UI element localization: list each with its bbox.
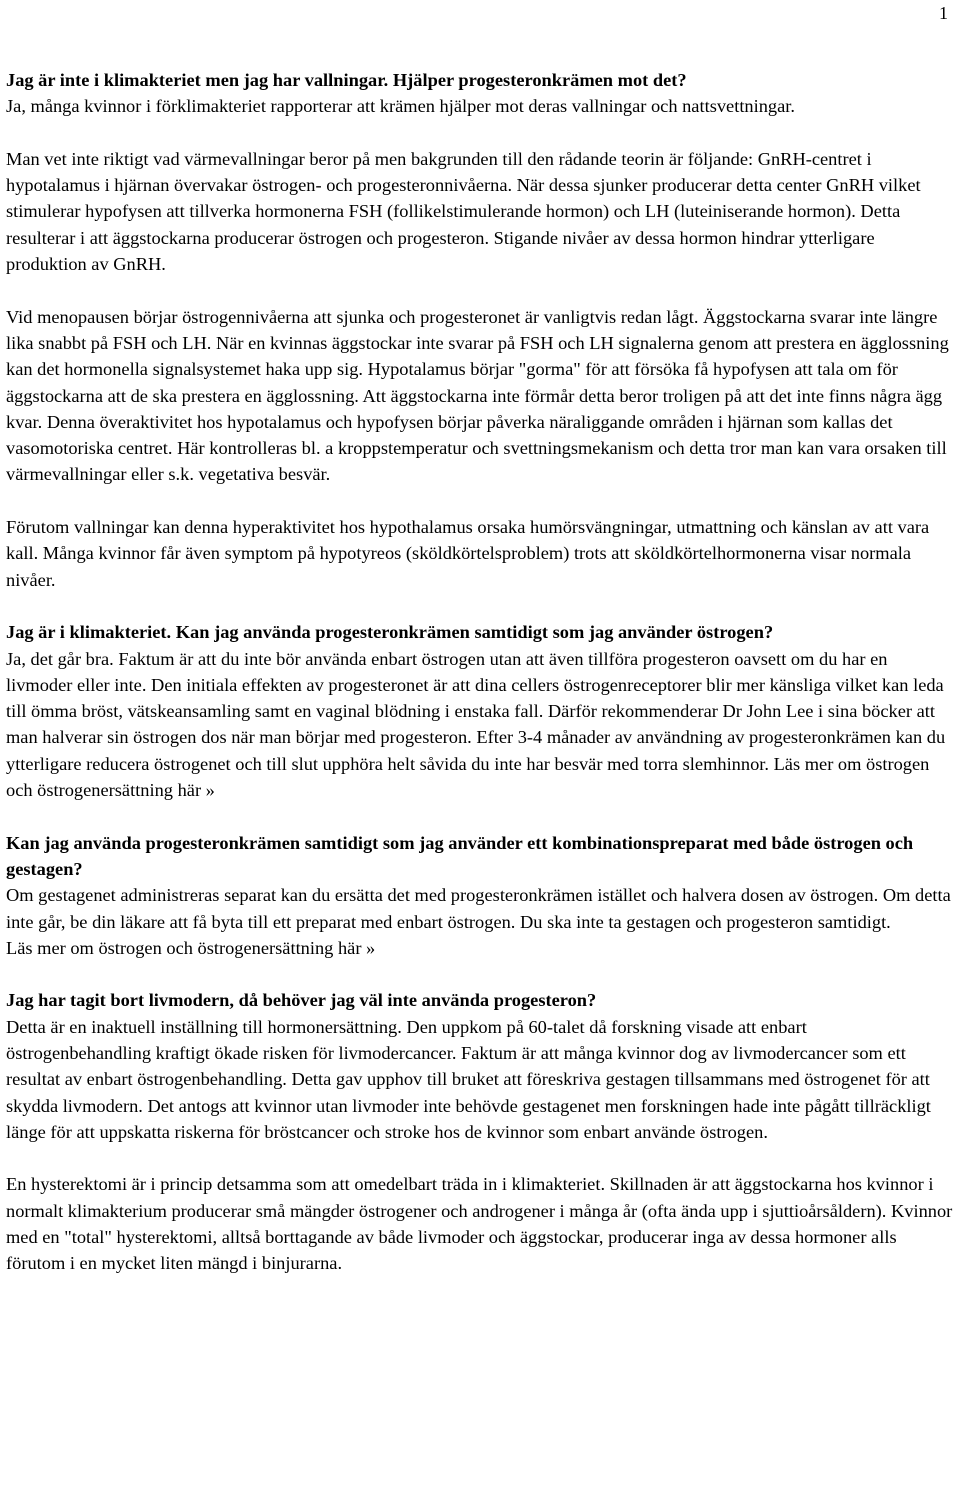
answer-text: Ja, det går bra. Faktum är att du inte bör använda enbart östrogen utan att även tillföra progesteron oavsett om du har en livmoder eller inte. Den initiala effekten av progesteronet är att dina cellers östrogenreceptorer blir mer känsliga vilket kan leda till ömma bröst, vätskeansamling samt en vaginal blödning i enstaka fall. Därför rekommenderar Dr John Lee i sina böcker att man halverar sin östrogen dos när man börjar med progesteron. Efter 3-4 månader av användning av progesteronkrämen kan du ytterligare reducera östrogenet och till slut upphöra helt såvida du inte har besvär med torra slemhinnor. bbox=[6, 648, 946, 774]
answer-text: Ja, många kvinnor i förklimakteriet rapporterar att krämen hjälper mot deras vallningar och nattsvettningar. bbox=[6, 96, 795, 117]
faq-section-combination bbox=[6, 830, 956, 961]
read-more-link[interactable]: Läs mer om östrogen och östrogenersättning här » bbox=[6, 937, 376, 958]
paragraph: En hysterektomi är i princip detsamma som att omedelbart träda in i klimakteriet. Skillnaden är att äggstockarna hos kvinnor i normalt klimakterium producerar små mängder östrogener och androgener i många år (ofta ända upp i sjuttioårsåldern). Kvinnor med en "total" hysterektomi, alltså borttagande av både livmoder och äggstockar, producerar inga av dessa hormoner alls förutom i en mycket liten mängd i binjurarna. bbox=[6, 1174, 953, 1274]
paragraph: Vid menopausen börjar östrogennivåerna att sjunka och progesteronet är vanligtvis redan lågt. Äggstockarna svarar inte längre lika snabbt på FSH och LH. När en kvinnas äggstockar inte svarar på FSH och LH signalerna genom att prestera en ägglossning kan det hormonella signalsystemet haka upp sig. Hypotalamus börjar "gorma" för att försöka få hypofysen att tala om för äggstockarna att de ska prestera en ägglossning. Att äggstockarna inte förmår detta beror troligen på att det inte finns några ägg kvar. Denna överaktivitet hos hypotalamus och hypofysen börjar påverka näraliggande områden i hjärnan som kallas det vasomotoriska centret. Här kontrolleras bl. a kroppstemperatur och svettningsmekanism och detta tror man kan vara orsaken till värmevallningar eller s.k. vegetativa besvär. bbox=[6, 306, 949, 485]
answer-text: Detta är en inaktuell inställning till hormonersättning. Den uppkom på 60-talet då forskning visade att enbart östrogenbehandling kraftigt ökade risken för livmodercancer. Faktum är att många kvinnor dog av livmodercancer som ett resultat av enbart östrogenbehandling. Detta gav upphov till bruket att föreskriva gestagen tillsammans med östrogenet för att skydda livmodern. Det antogs att kvinnor utan livmoder inte behövde gestagenet men forskningen hade inte pågått tillräckligt länge för att uppskatta riskerna för bröstcancer och stroke hos de kvinnor som enbart använde östrogen. bbox=[6, 1016, 931, 1142]
document-body bbox=[6, 67, 956, 1277]
page-number: 1 bbox=[939, 3, 948, 23]
faq-section-hot-flashes bbox=[6, 67, 956, 120]
question-heading: Kan jag använda progesteronkrämen samtidigt som jag använder ett kombinationspreparat med både östrogen och gestagen? bbox=[6, 832, 914, 879]
answer-text: Om gestagenet administreras separat kan du ersätta det med progesteronkrämen istället och halvera dosen av östrogen. Om detta inte går, be din läkare att få byta till ett preparat med enbart östrogen. Du ska inte ta gestagen och progesteron samtidigt. bbox=[6, 885, 951, 932]
read-more-link[interactable]: Läs mer om östrogen och östrogenersättning här » bbox=[6, 753, 930, 801]
question-heading: Jag är i klimakteriet. Kan jag använda progesteronkrämen samtidigt som jag använder östrogen? bbox=[6, 622, 774, 643]
question-heading: Jag har tagit bort livmodern, då behöver jag väl inte använda progesteron? bbox=[6, 990, 597, 1011]
faq-section-estrogen bbox=[6, 619, 956, 803]
question-heading: Jag är inte i klimakteriet men jag har vallningar. Hjälper progesteronkrämen mot det? bbox=[6, 70, 687, 90]
paragraph: Man vet inte riktigt vad värmevallningar beror på men bakgrunden till den rådande teorin är följande: GnRH-centret i hypotalamus i hjärnan övervakar östrogen- och progesteronnivåerna. När dessa sjunker producerar detta center GnRH vilket stimulerar hypofysen att tillverka hormonerna FSH (follikelstimulerande hormon) och LH (luteiniserande hormon). Detta resulterar i att äggstockarna producerar östrogen och progesteron. Stigande nivåer av dessa hormon hindrar ytterligare produktion av GnRH. bbox=[6, 148, 921, 275]
faq-section-hysterectomy bbox=[6, 987, 956, 1145]
paragraph: Förutom vallningar kan denna hyperaktivitet hos hypothalamus orsaka humörsvängningar, utmattning och känslan av att vara kall. Många kvinnor får även symptom på hypotyreos (sköldkörtelsproblem) trots att sköldkörtelhormonerna visar normala nivåer. bbox=[6, 517, 930, 590]
